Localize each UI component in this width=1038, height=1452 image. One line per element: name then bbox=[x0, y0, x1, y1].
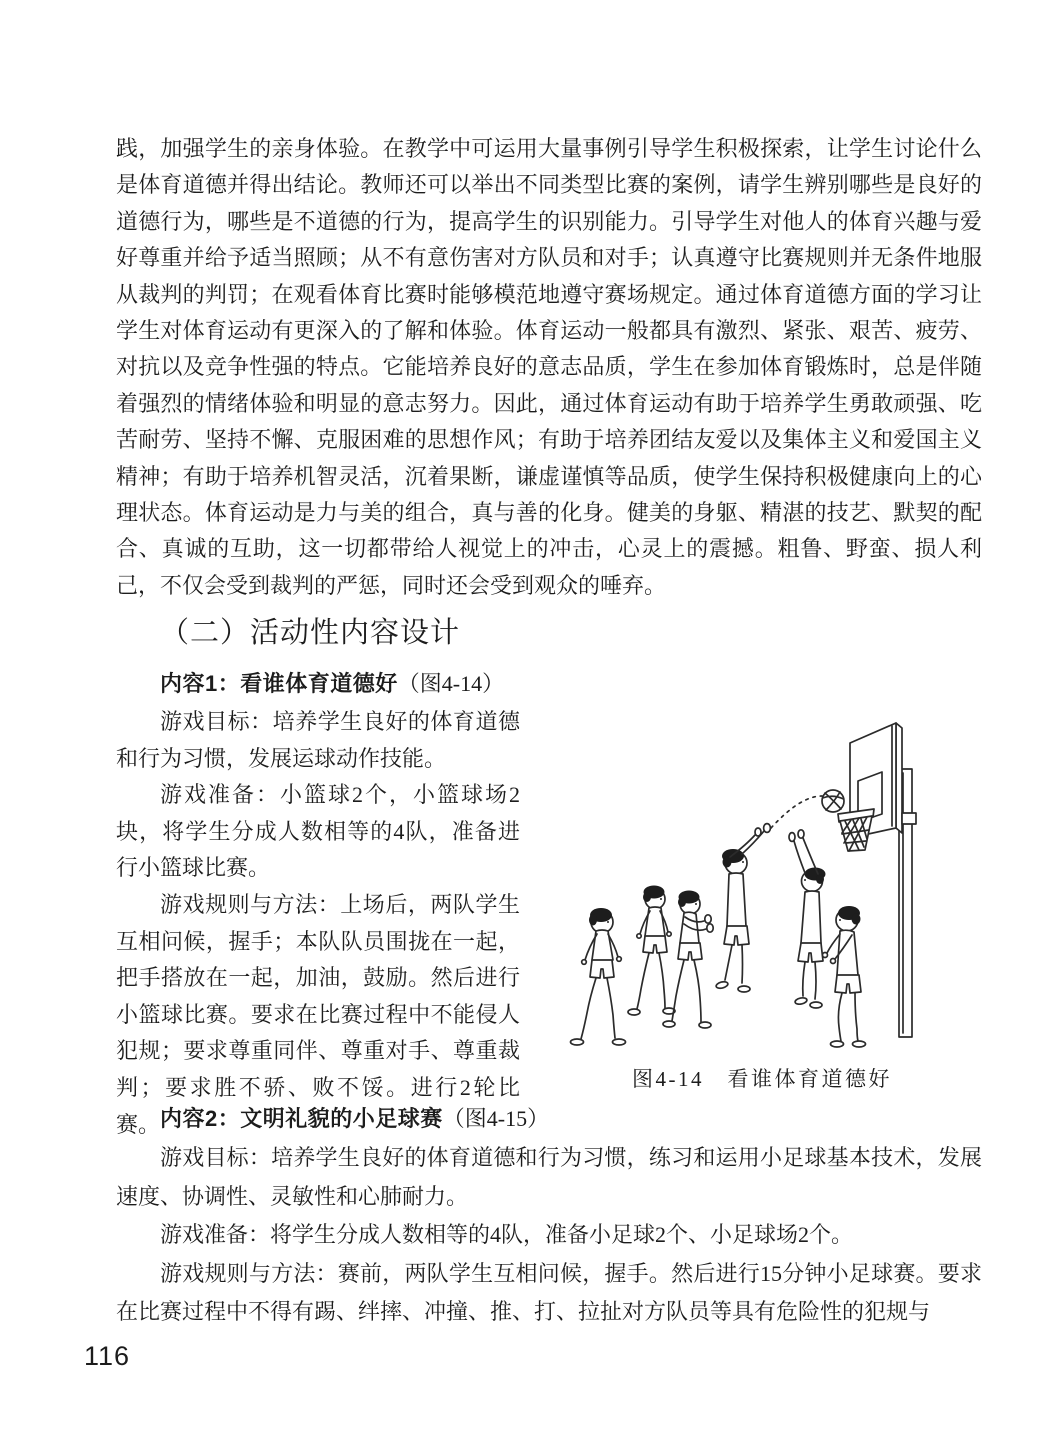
shorts bbox=[590, 960, 614, 978]
hoop-bracket bbox=[902, 813, 916, 824]
intro-paragraph: 践，加强学生的亲身体验。在教学中可运用大量事例引导学生积极探索，让学生讨论什么是体育道德并得出结论。教师还可以举出不同类型比赛的案例，请学生辨别哪些是良好的道德行为，哪些是不道德的行为，提高学生的识别能力。引导学生对他人的体育兴趣与爱好尊重并给予适当照顾；从不有意伤害对方队员和对手；认真遵守比赛规则并无条件地服从裁判的判罚；在观看体育比赛时能够模范地遵守赛场规定。通过体育道德方面的学习让学生对体育运动有更深入的了解和体验。体育运动一般都具有激烈、紧张、艰苦、疲劳、对抗以及竞争性强的特点。它能培养良好的意志品质，学生在参加体育锻炼时，总是伴随着强烈的情绪体验和明显的意志努力。因此，通过体育运动有助于培养学生勇敢顽强、吃苦耐劳、坚持不懈、克服困难的思想作风；有助于培养团结友爱以及集体主义和爱国主义精神；有助于培养机智灵活，沉着果断，谦虚谨慎等品质，使学生保持积极健康向上的心理状态。体育运动是力与美的组合，真与善的化身。健美的身躯、精湛的技艺、默契的配合、真诚的互助，这一切都带给人视觉上的冲击，心灵上的震撼。粗鲁、野蛮、损人利己，不仅会受到裁判的严惩，同时还会受到观众的唾弃。 bbox=[116, 136, 982, 598]
content2-goal: 游戏目标：培养学生良好的体育道德和行为习惯，练习和运用小足球基本技术，发展速度、协调性、灵敏性和心肺耐力。 bbox=[116, 1145, 982, 1209]
content1-goal: 游戏目标：培养学生良好的体育道德和行为习惯，发展运球动作技能。 bbox=[116, 709, 520, 771]
content2-figure-ref: （图4-15） bbox=[442, 1106, 550, 1131]
content1-column bbox=[116, 664, 520, 1143]
backboard-side bbox=[896, 723, 902, 833]
content1-figure-ref: （图4-14） bbox=[397, 671, 505, 696]
content2-prep: 游戏准备：将学生分成人数相等的4队，准备小足球2个、小足球场2个。 bbox=[160, 1222, 854, 1248]
player-walking-2 bbox=[628, 886, 675, 1016]
player-blocker bbox=[789, 830, 826, 1008]
content1-heading-line bbox=[116, 664, 520, 704]
content1-prep: 游戏准备：小篮球2个，小篮球场2块，将学生分成人数相等的4队，准备进行小篮球比赛。 bbox=[116, 782, 520, 881]
content1-heading: 内容1：看谁体育道德好 bbox=[160, 671, 398, 696]
figure-4-14 bbox=[552, 693, 972, 1093]
content2-rules: 游戏规则与方法：赛前，两队学生互相问候，握手。然后进行15分钟小足球赛。要求在比赛过程中不得有踢、绊摔、冲撞、推、打、拉扯对方队员等具有危险性的犯规与 bbox=[116, 1260, 982, 1325]
page-number: 116 bbox=[84, 1341, 131, 1371]
content2-heading-line bbox=[116, 1099, 982, 1139]
player-shooter bbox=[715, 824, 770, 992]
eye bbox=[607, 921, 609, 923]
content2-heading: 内容2：文明礼貌的小足球赛 bbox=[160, 1106, 443, 1131]
shirt bbox=[592, 930, 613, 962]
content1-rules: 游戏规则与方法：上场后，两队学生互相问候，握手；本队队员围拢在一起，把手搭放在一起，加油，鼓励。然后进行小篮球比赛。要求在比赛过程中不能侵人犯规；要求尊重同伴、尊重对手、尊重裁判；要求胜不骄、败不馁。进行2轮比赛。 bbox=[116, 891, 520, 1137]
figure-caption: 图4-14 看谁体育道德好 bbox=[632, 1067, 892, 1091]
basketball-game-illustration bbox=[552, 693, 972, 1061]
player-walking-1 bbox=[571, 908, 626, 1045]
content2-section bbox=[116, 1099, 982, 1332]
shoe bbox=[571, 1039, 584, 1045]
shoe bbox=[613, 1039, 626, 1045]
section-heading: （二）活动性内容设计 bbox=[160, 617, 461, 649]
player-waiting bbox=[823, 906, 866, 1047]
ball-trajectory bbox=[771, 796, 822, 828]
